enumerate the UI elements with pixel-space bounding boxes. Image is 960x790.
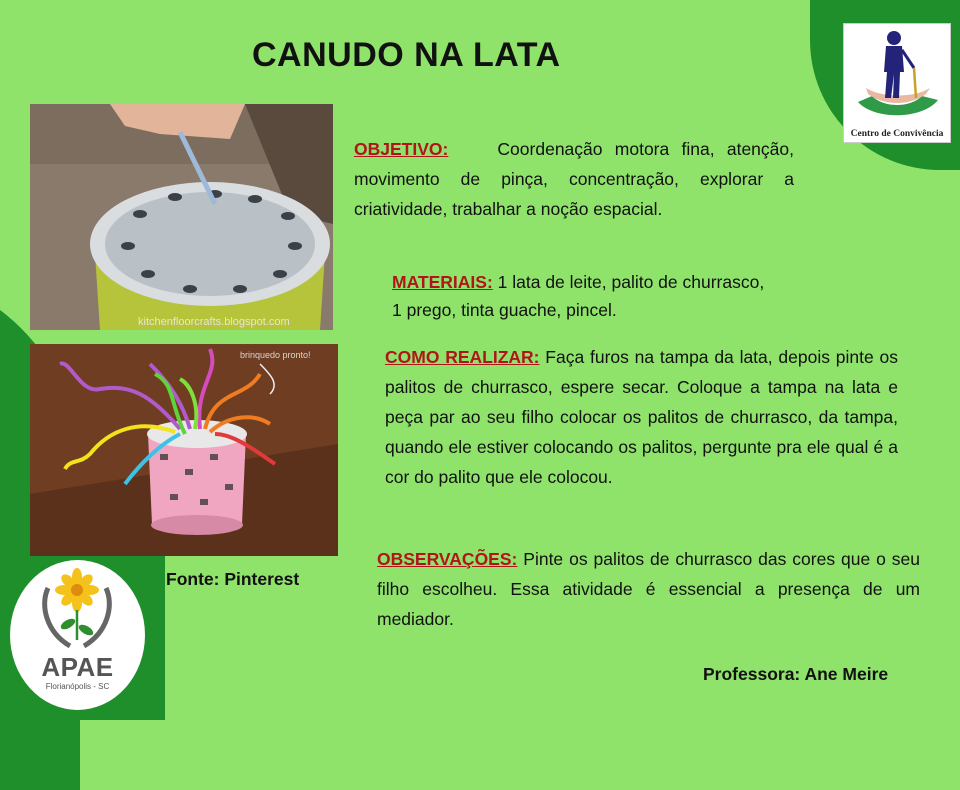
observacoes-text: Pinte os palitos de churrasco das cores que o seu filho escolheu. Essa atividade é essencial a presença de um mediador. bbox=[377, 549, 920, 629]
objetivo-label: OBJETIVO: bbox=[354, 139, 449, 159]
photo-watermark: kitchenfloorcrafts.blogspot.com bbox=[138, 316, 290, 328]
flower-hands-icon bbox=[10, 560, 145, 655]
como-realizar-label: COMO REALIZAR: bbox=[385, 347, 540, 367]
photo-caption: brinquedo pronto! bbox=[240, 350, 311, 360]
como-realizar-text: Faça furos na tampa da lata, depois pinte os palitos de churrasco, espere secar. Coloque a tampa na lata e peça par ao seu filho colocar os palitos de churrasco, da tampa, quando ele estiver colocando os palitos, pergunte pra ele qual é a cor do palito que ele colocou. bbox=[385, 347, 898, 487]
apae-logo bbox=[10, 560, 145, 710]
observacoes-section bbox=[377, 544, 920, 634]
elder-figure-icon bbox=[844, 24, 950, 124]
objetivo-text: Coordenação motora fina, atenção, movimento de pinça, concentração, explorar a criatividade, trabalhar a noção espacial. bbox=[354, 139, 794, 219]
page-title: CANUDO NA LATA bbox=[252, 36, 561, 74]
centro-convivencia-logo bbox=[843, 23, 951, 143]
objetivo-section bbox=[354, 134, 794, 224]
materiais-label: MATERIAIS: bbox=[392, 272, 493, 292]
centro-convivencia-label: Centro de Convivência bbox=[850, 129, 944, 139]
observacoes-label: OBSERVAÇÕES: bbox=[377, 549, 518, 569]
source-credit: Fonte: Pinterest bbox=[166, 569, 300, 589]
apae-city: Florianópolis - SC bbox=[45, 682, 110, 691]
apae-name: APAE bbox=[41, 652, 114, 682]
teacher-credit: Professora: Ane Meire bbox=[703, 664, 889, 684]
materiais-line-1: 1 lata de leite, palito de churrasco, bbox=[497, 272, 765, 292]
materiais-section bbox=[392, 268, 887, 324]
photo-can-with-straw bbox=[30, 104, 333, 330]
materiais-line-2: 1 prego, tinta guache, pincel. bbox=[392, 300, 617, 320]
como-realizar-section bbox=[385, 342, 898, 492]
photo-finished-toy bbox=[30, 344, 338, 556]
